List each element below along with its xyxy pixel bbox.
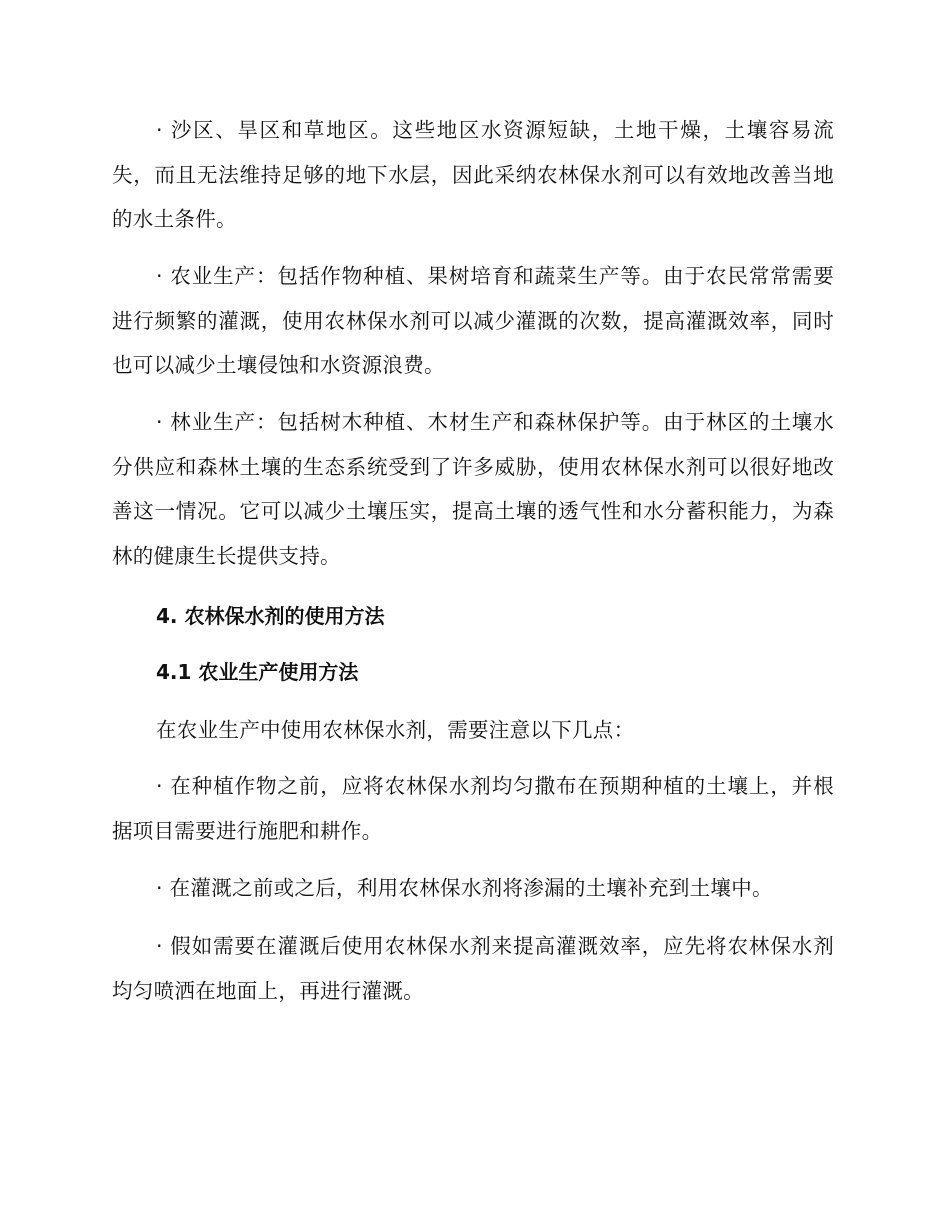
intro-paragraph: 在农业生产中使用农林保水剂，需要注意以下几点： bbox=[156, 718, 635, 742]
usage-point-after-irrigation: · 假如需要在灌溉后使用农林保水剂来提高灌溉效率，应先将农林保水剂均匀喷洒在地面上，再进行灌溉。 bbox=[112, 934, 834, 1003]
paragraph-agricultural-production: · 农业生产：包括作物种植、果树培育和蔬菜生产等。由于农民常常需要进行频繁的灌溉，使用农林保水剂可以减少灌溉的次数，提高灌溉效率，同时也可以减少土壤侵蚀和水资源浪费。 bbox=[112, 264, 834, 377]
usage-point-irrigation: · 在灌溉之前或之后，利用农林保水剂将渗漏的土壤补充到土壤中。 bbox=[156, 876, 773, 900]
paragraph-sand-drought-grassland: · 沙区、旱区和草地区。这些地区水资源短缺，土地干燥，土壤容易流失，而且无法维持足够的地下水层，因此采纳农林保水剂可以有效地改善当地的水土条件。 bbox=[112, 118, 834, 231]
section-heading: 4. 农林保水剂的使用方法 bbox=[156, 604, 385, 628]
subsection-heading: 4.1 农业生产使用方法 bbox=[156, 660, 359, 684]
usage-point-before-planting: · 在种植作物之前，应将农林保水剂均匀撒布在预期种植的土壤上，并根据项目需要进行施肥和耕作。 bbox=[112, 774, 834, 843]
paragraph-forestry-production: · 林业生产：包括树木种植、木材生产和森林保护等。由于林区的土壤水分供应和森林土壤的生态系统受到了许多威胁，使用农林保水剂可以很好地改善这一情况。它可以减少土壤压实，提高土壤的透气性和水分蓄积能力，为森林的健康生长提供支持。 bbox=[112, 410, 834, 568]
